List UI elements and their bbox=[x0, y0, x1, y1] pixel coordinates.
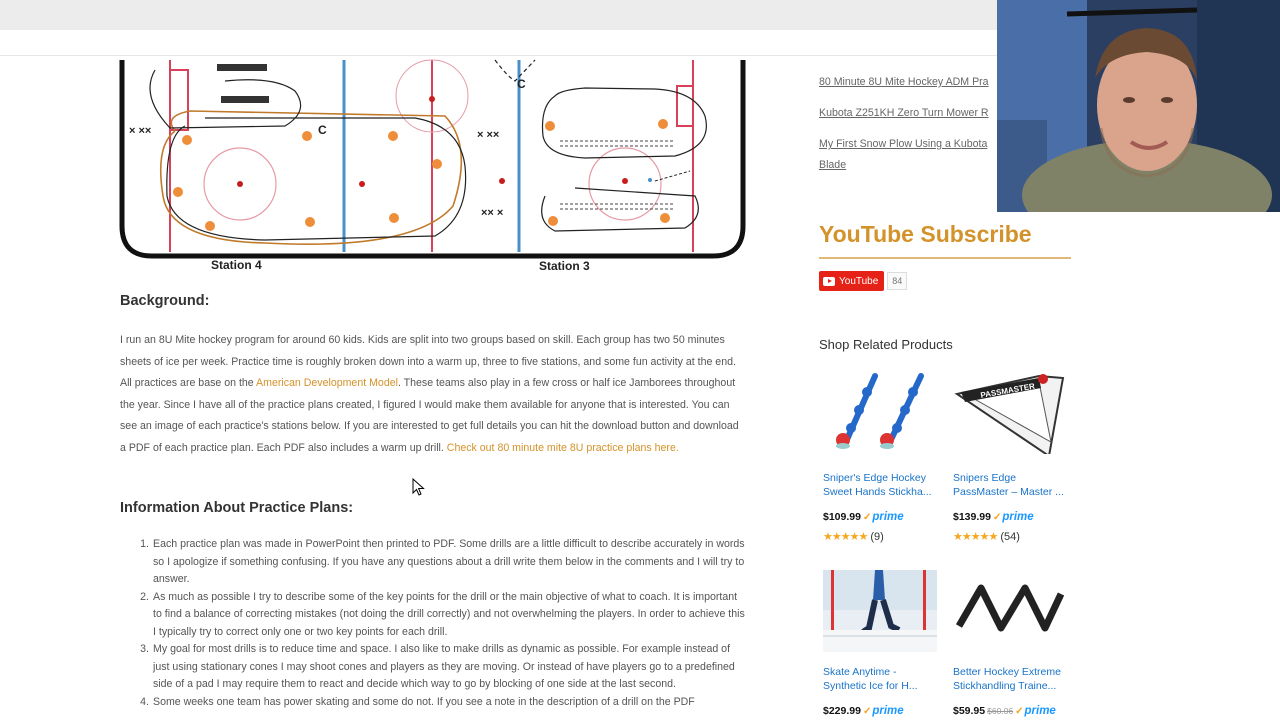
title-line: Synthetic Ice for H... bbox=[823, 680, 918, 692]
practice-diagram bbox=[115, 56, 750, 276]
youtube-subscribe-button[interactable] bbox=[819, 271, 884, 291]
product-title[interactable] bbox=[823, 665, 939, 693]
product-price bbox=[823, 511, 904, 523]
youtube-play-icon bbox=[823, 277, 835, 286]
svg-text:× ××: × ×× bbox=[129, 125, 152, 137]
prime-badge: ✓ prime bbox=[1015, 705, 1056, 717]
star-rating-icon: ★★★★★ bbox=[953, 531, 998, 543]
price-value: $229.99 bbox=[823, 705, 861, 717]
product-price bbox=[953, 705, 1056, 717]
star-rating-icon: ★★★★★ bbox=[823, 531, 868, 543]
info-heading: Information About Practice Plans: bbox=[120, 500, 354, 516]
svg-text:PASSMASTER: PASSMASTER bbox=[979, 381, 1036, 400]
product-image bbox=[823, 372, 937, 454]
title-line: Sweet Hands Stickha... bbox=[823, 486, 932, 498]
webcam-overlay bbox=[997, 0, 1280, 212]
product-rating[interactable] bbox=[953, 530, 1020, 543]
product-image bbox=[953, 570, 1067, 652]
webcam-feed bbox=[997, 0, 1280, 212]
station-3-label: Station 3 bbox=[539, 259, 590, 273]
old-price: $60.06 bbox=[987, 706, 1014, 716]
product-price bbox=[953, 511, 1034, 523]
shop-heading: Shop Related Products bbox=[819, 337, 953, 352]
rating-count: (9) bbox=[870, 531, 884, 543]
practice-plans-link[interactable]: Check out 80 minute mite 8U practice plans here. bbox=[446, 441, 679, 454]
practice-plan-list bbox=[120, 536, 745, 711]
list-number: 4. bbox=[140, 695, 149, 708]
list-number: 2. bbox=[140, 590, 149, 603]
paragraph-text: . These teams also play in a few cross or half ice Jamborees throughout the year. Since I have all of the practice plans created, I figured I would make them available for anyone that is interested. You can see an image of each practice's stations below. If you are interested to get full details you can hit the download button and download a PDF of each practice plan. Each PDF also includes a warm up drill. bbox=[120, 377, 739, 454]
recent-post-link[interactable]: 80 Minute 8U Mite Hockey ADM Pra bbox=[819, 76, 989, 88]
product-price bbox=[823, 705, 904, 717]
paragraph-text: I run an 8U Mite hockey program for around 60 kids. Kids are split into two groups based on skill. Each group has two 50 minutes sheets of ice per week. Practice time is roughly broken down into a warm up, three to five stations, and some fun activity at the end. All practices are base on the bbox=[120, 334, 736, 390]
coach-label: C bbox=[517, 77, 526, 91]
list-item bbox=[120, 641, 745, 694]
prime-badge: ✓ prime bbox=[863, 511, 904, 523]
mouse-cursor-icon bbox=[412, 478, 426, 496]
product-rating[interactable] bbox=[823, 530, 884, 543]
title-line: Stickhandling Traine... bbox=[953, 680, 1057, 692]
list-text: My goal for most drills is to reduce time and space. I also like to make drills as dynamic as possible. For example instead of just using stationary cones I may shoot cones and players as they are moving. Or instead of have players go to a predefined side of a pad I may require them to react and decide which way to go by blocking of one side at the last second. bbox=[153, 643, 735, 690]
list-number: 3. bbox=[140, 643, 149, 655]
american-development-model-link[interactable]: American Development Model bbox=[256, 377, 398, 390]
prime-badge: ✓ prime bbox=[993, 511, 1034, 523]
list-text: As much as possible I try to describe some of the key points for the drill or the main objective of what to coach. It is important to find a balance of correcting mistakes (not doing the drill correctly) and not overwhelming the players. In order to achieve this I typically try to correct only one or two key points for each drill. bbox=[153, 590, 745, 638]
list-text: Some weeks one team has power skating and some do not. If you see a note in the description of a drill on the PDF bbox=[153, 695, 695, 708]
rink-diagram-svg bbox=[115, 56, 750, 276]
product-image bbox=[953, 372, 1067, 454]
product-title[interactable] bbox=[953, 665, 1069, 693]
subscriber-count: 84 bbox=[887, 272, 907, 290]
list-item bbox=[120, 589, 745, 642]
title-line: Sniper's Edge Hockey bbox=[823, 472, 926, 484]
youtube-subscribe-heading: YouTube Subscribe bbox=[819, 221, 1032, 247]
station-4-label: Station 4 bbox=[211, 258, 262, 272]
recent-post-link[interactable]: Kubota Z251KH Zero Turn Mower R bbox=[819, 107, 989, 119]
list-number: 1. bbox=[140, 538, 149, 550]
recent-post-link-continued[interactable]: Blade bbox=[819, 159, 847, 171]
title-line: Better Hockey Extreme bbox=[953, 666, 1061, 678]
background-paragraph bbox=[120, 330, 745, 460]
youtube-button-label: YouTube bbox=[839, 275, 879, 287]
coach-label: C bbox=[318, 123, 327, 137]
prime-badge: ✓ prime bbox=[863, 705, 904, 717]
heading-divider bbox=[819, 257, 1071, 259]
recent-post-link[interactable]: My First Snow Plow Using a Kubota bbox=[819, 138, 988, 150]
youtube-subscribe-widget bbox=[819, 271, 907, 291]
title-line: Skate Anytime - bbox=[823, 666, 897, 678]
product-title[interactable] bbox=[823, 471, 939, 499]
price-value: $59.95 bbox=[953, 705, 986, 717]
list-item bbox=[120, 536, 745, 589]
title-line: PassMaster – Master ... bbox=[953, 486, 1064, 498]
background-heading: Background: bbox=[120, 293, 210, 309]
rating-count: (54) bbox=[1000, 531, 1020, 543]
svg-text:× ××: × ×× bbox=[477, 129, 500, 141]
list-text: Each practice plan was made in PowerPoint then printed to PDF. Some drills are a little difficult to describe accurately in words so I apologize if something confusing. If you have any questions about a drill write them below in the comments and I will try to answer. bbox=[153, 538, 745, 585]
price-value: $109.99 bbox=[823, 511, 861, 523]
product-image bbox=[823, 570, 937, 652]
price-value: $139.99 bbox=[953, 511, 991, 523]
title-line: Snipers Edge bbox=[953, 472, 1017, 484]
list-item bbox=[120, 694, 745, 712]
svg-text:×× ×: ×× × bbox=[481, 207, 504, 219]
product-title[interactable] bbox=[953, 471, 1069, 499]
